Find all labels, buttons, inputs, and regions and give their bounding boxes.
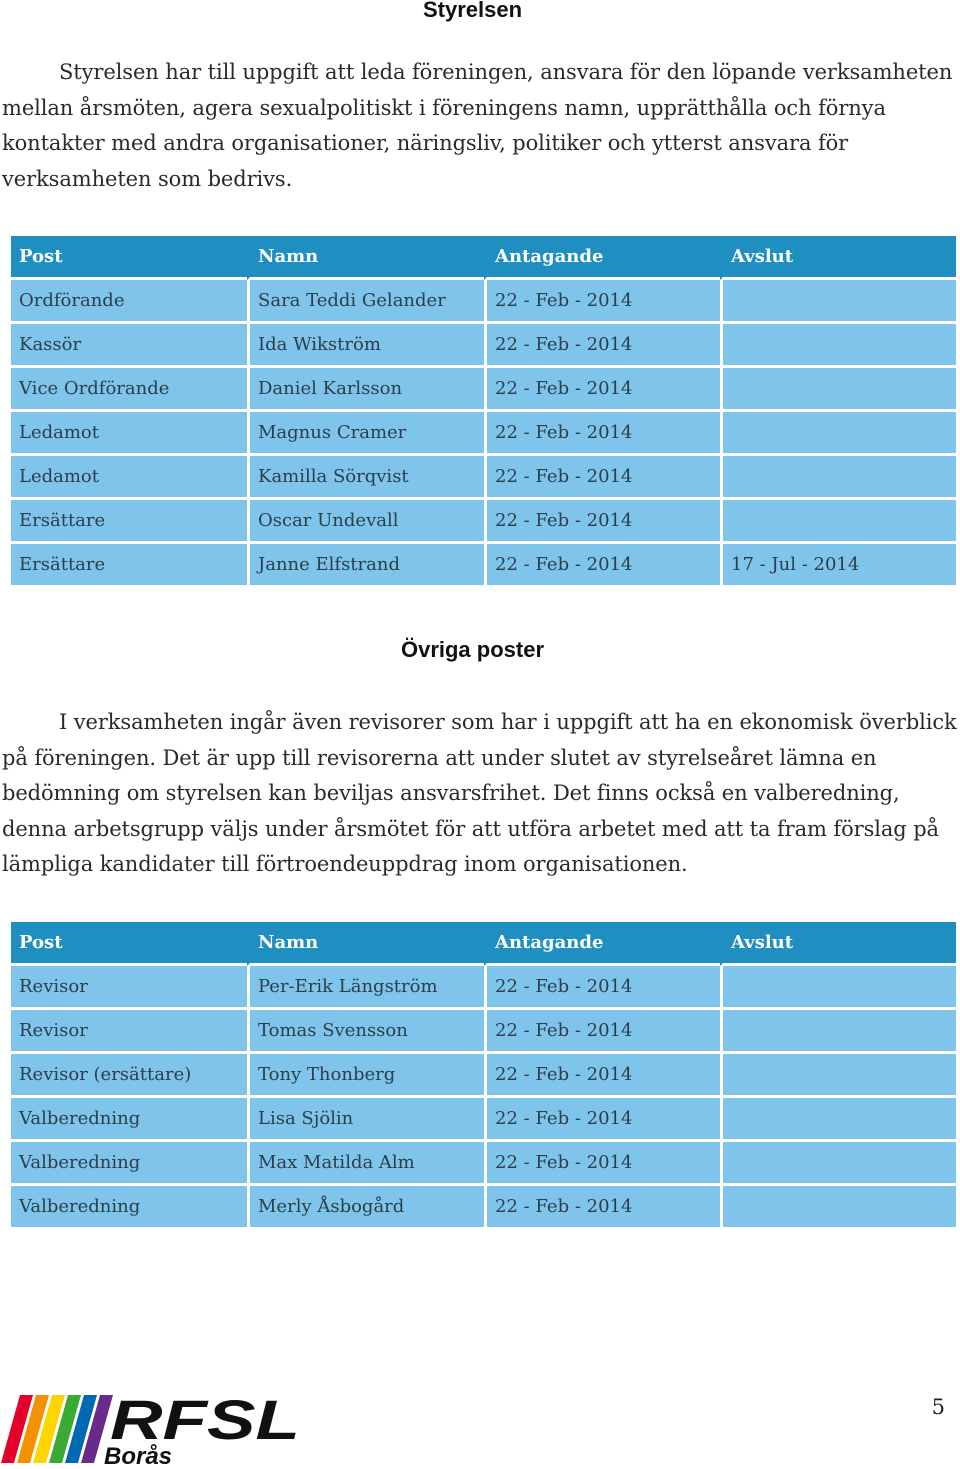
col-header-namn: Namn [247,236,484,280]
table-row [11,456,956,500]
cell-antagande: 22 - Feb - 2014 [484,1142,720,1186]
table-row [11,544,956,585]
cell-post: Ersättare [11,500,247,544]
col-header-antagande: Antagande [484,236,720,280]
cell-avslut [720,324,956,368]
cell-post: Valberedning [11,1186,247,1227]
table-header-row [11,922,956,966]
cell-antagande: 22 - Feb - 2014 [484,544,720,585]
cell-post: Ersättare [11,544,247,585]
table-row [11,1186,956,1227]
table-row [11,1054,956,1098]
cell-antagande: 22 - Feb - 2014 [484,368,720,412]
cell-namn: Merly Åsbogård [247,1186,484,1227]
other-posts-description: I verksamheten ingår även revisorer som har i uppgift att ha en ekonomisk överblick på föreningen. Det är upp till revisorerna att under slutet av styrelseåret lämna en bedömning om styrelsen kan beviljas ansvarsfrihet. Det finns också en valberedning, denna arbetsgrupp väljs under årsmötet för att utföra arbetet med att ta fram förslag på lämpliga kandidater till förtroendeuppdrag inom organisationen. [2,710,957,877]
cell-avslut [720,1098,956,1142]
cell-post: Ordförande [11,280,247,324]
cell-post: Ledamot [11,456,247,500]
cell-namn: Daniel Karlsson [247,368,484,412]
table-header-row [11,236,956,280]
table-row [11,368,956,412]
cell-antagande: 22 - Feb - 2014 [484,966,720,1010]
table-row [11,412,956,456]
cell-antagande: 22 - Feb - 2014 [484,324,720,368]
cell-namn: Magnus Cramer [247,412,484,456]
cell-post: Kassör [11,324,247,368]
board-description: Styrelsen har till uppgift att leda föreningen, ansvara för den löpande verksamheten mellan årsmöten, agera sexualpolitiskt i föreningens namn, upprätthålla och förnya kontakter med andra organisationer, näringsliv, politiker och ytterst ansvara för verksamheten som bedrivs. [2,60,953,191]
cell-avslut: 17 - Jul - 2014 [720,544,956,585]
cell-avslut [720,1186,956,1227]
table-row [11,1098,956,1142]
table-row [11,500,956,544]
col-header-post: Post [11,236,247,280]
cell-namn: Tony Thonberg [247,1054,484,1098]
rainbow-stripes [1,1395,113,1463]
page-heading-styrelsen: Styrelsen [422,0,523,22]
cell-antagande: 22 - Feb - 2014 [484,1098,720,1142]
cell-namn: Janne Elfstrand [247,544,484,585]
cell-avslut [720,500,956,544]
cell-antagande: 22 - Feb - 2014 [484,456,720,500]
cell-namn: Ida Wikström [247,324,484,368]
cell-antagande: 22 - Feb - 2014 [484,1186,720,1227]
cell-avslut [720,456,956,500]
cell-antagande: 22 - Feb - 2014 [484,412,720,456]
col-header-post: Post [11,922,247,966]
cell-antagande: 22 - Feb - 2014 [484,500,720,544]
cell-namn: Per-Erik Längström [247,966,484,1010]
cell-avslut [720,280,956,324]
cell-avslut [720,412,956,456]
cell-namn: Lisa Sjölin [247,1098,484,1142]
cell-avslut [720,368,956,412]
col-header-namn: Namn [247,922,484,966]
cell-avslut [720,1054,956,1098]
cell-avslut [720,1010,956,1054]
board-table [11,236,956,585]
cell-post: Revisor [11,1010,247,1054]
other-posts-table [11,922,956,1227]
cell-post: Revisor (ersättare) [11,1054,247,1098]
col-header-avslut: Avslut [720,922,956,966]
cell-antagande: 22 - Feb - 2014 [484,1010,720,1054]
cell-antagande: 22 - Feb - 2014 [484,280,720,324]
cell-post: Valberedning [11,1098,247,1142]
cell-antagande: 22 - Feb - 2014 [484,1054,720,1098]
cell-namn: Kamilla Sörqvist [247,456,484,500]
cell-post: Valberedning [11,1142,247,1186]
cell-avslut [720,966,956,1010]
cell-avslut [720,1142,956,1186]
cell-namn: Tomas Svensson [247,1010,484,1054]
page-number: 5 [931,1395,945,1419]
col-header-avslut: Avslut [720,236,956,280]
section-heading-ovriga-poster: Övriga poster [400,637,545,662]
cell-namn: Sara Teddi Gelander [247,280,484,324]
col-header-antagande: Antagande [484,922,720,966]
cell-post: Ledamot [11,412,247,456]
logo-city: Borås [104,1443,173,1469]
table-row [11,280,956,324]
logo-wordmark: RFSL [110,1388,300,1451]
rfsl-boras-logo [0,1385,310,1469]
cell-namn: Oscar Undevall [247,500,484,544]
table-row [11,1142,956,1186]
cell-namn: Max Matilda Alm [247,1142,484,1186]
table-row [11,966,956,1010]
cell-post: Revisor [11,966,247,1010]
cell-post: Vice Ordförande [11,368,247,412]
table-row [11,324,956,368]
table-row [11,1010,956,1054]
